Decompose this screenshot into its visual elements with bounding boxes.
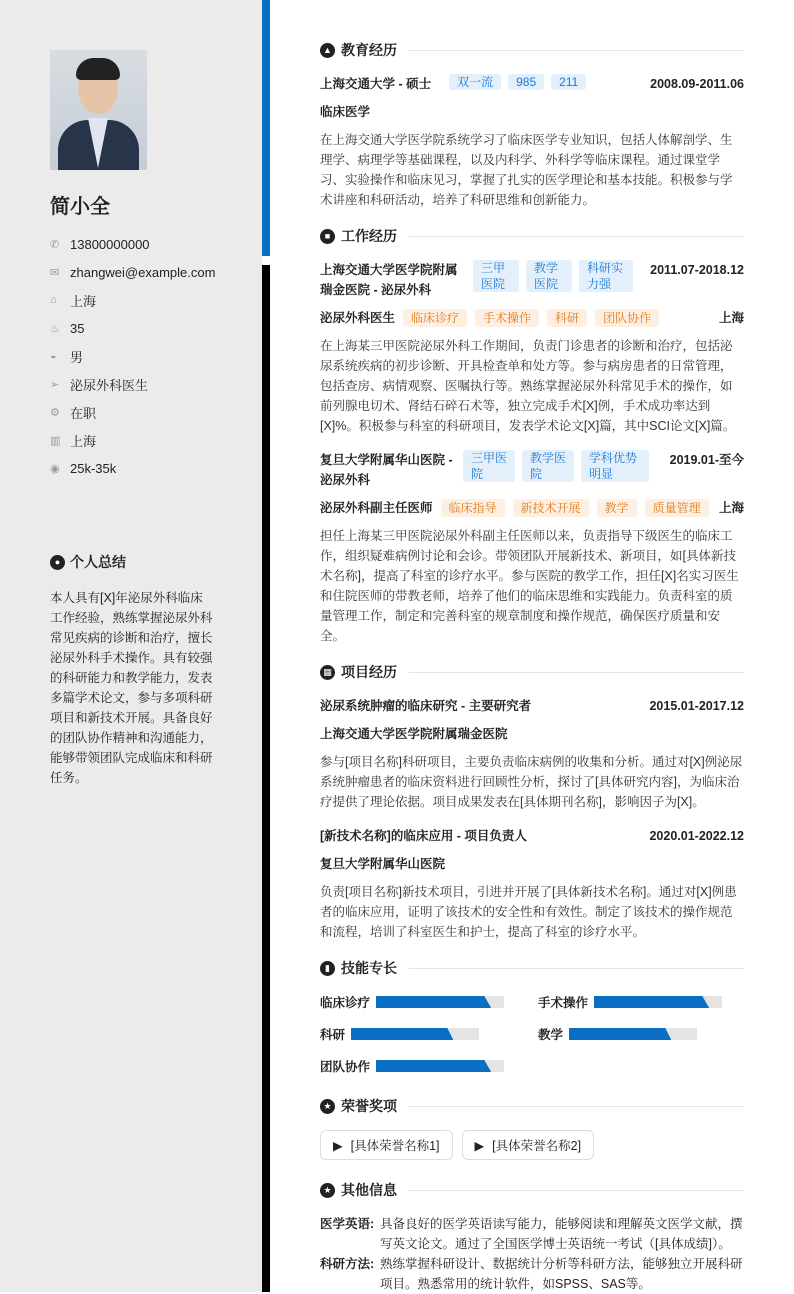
email: zhangwei@example.com — [70, 264, 216, 280]
projects-heading — [320, 660, 744, 684]
education-heading — [320, 38, 744, 62]
tag: 学科优势明显 — [581, 450, 649, 482]
work-entry — [320, 450, 744, 646]
grid-icon: ▦ — [320, 665, 335, 680]
role: 泌尿外科副主任医师 — [320, 501, 433, 515]
skill-item — [538, 1024, 744, 1044]
section-title: 其他信息 — [341, 1182, 397, 1198]
skill-name: 临床诊疗 — [320, 996, 371, 1010]
bar-chart-icon: ▮ — [320, 961, 335, 976]
other-label: 科研方法: — [320, 1257, 375, 1271]
section-title: 工作经历 — [341, 228, 397, 244]
phone-icon: ✆ — [50, 238, 60, 251]
award-name: [具体荣誉名称1] — [350, 1139, 440, 1153]
description: 在上海交通大学医学院系统学习了临床医学专业知识，包括人体解剖学、生理学、病理学等基础课程，以及内科学、外科学等临床课程。通过课堂学习、实验操作和临床见习，掌握了扎实的医学理论和基本技能。积极参与学术讲座和科研活动，培养了科研思维和创新能力。 — [320, 133, 733, 207]
home-icon: ⌂ — [50, 294, 57, 306]
skill-name: 科研 — [320, 1028, 346, 1042]
org: 上海交通大学医学院附属瑞金医院 - 泌尿外科 — [320, 263, 458, 297]
gender-icon: ◒ — [50, 350, 57, 362]
section-title: 荣誉奖项 — [341, 1098, 397, 1114]
awards-heading — [320, 1094, 744, 1118]
tag: 教学医院 — [522, 450, 574, 482]
summary-heading — [50, 552, 126, 572]
info-icon: ★ — [320, 1183, 335, 1198]
job-status: 在职 — [70, 405, 97, 421]
section-title: 教育经历 — [341, 42, 397, 58]
accent-stripe — [262, 0, 270, 256]
other-text: 具备良好的医学英语读写能力，能够阅读和理解英文医学文献，撰写英文论文。通过了全国医学博士英语统一考试（[具体成绩]）。 — [380, 1217, 743, 1251]
skill-tag: 质量管理 — [645, 499, 709, 517]
summary-text: 本人具有[X]年泌尿外科临床工作经验，熟练掌握泌尿外科常见疾病的诊断和治疗，擅长泌尿外科手术操作。具有较强的科研能力和教学能力，发表多篇学术论文，参与多项科研项目和新技术开展。具备良好的团队协作精神和沟通能力，能够带领团队完成临床和科研任务。 — [50, 591, 213, 785]
main-content — [320, 38, 744, 1294]
section-title: 技能专长 — [341, 960, 397, 976]
location: 上海 — [70, 293, 97, 309]
summary-title: 个人总结 — [70, 554, 126, 570]
description: 在上海某三甲医院泌尿外科工作期间，负责门诊患者的诊断和治疗，包括泌尿系统疾病的初步诊断、开具检查单和处方等。参与病房患者的日常管理，包括查房、病情观察、医嘱执行等。熟练掌握泌尿外科常见手术的操作，如前列腺电切术、肾结石碎石术等，独立完成手术[X]例，手术成功率达到[X]%。积极参与科室的科研项目，发表学术论文[X]篇，其中SCI论文[X]篇。 — [320, 339, 736, 433]
tag: 985 — [508, 74, 544, 90]
graduation-cap-icon: ▲ — [320, 43, 335, 58]
divider-stripe — [262, 265, 270, 1292]
project-name: [新技术名称]的临床应用 - 项目负责人 — [320, 829, 527, 843]
other-heading — [320, 1178, 744, 1202]
skill-item — [320, 1024, 538, 1044]
project-entry — [320, 696, 744, 812]
role: 泌尿外科医生 — [320, 311, 396, 325]
mail-icon: ✉ — [50, 266, 60, 279]
profile-info — [50, 230, 215, 482]
skill-bar — [351, 1028, 479, 1040]
skill-bar-fill — [376, 1060, 491, 1072]
description: 负责[项目名称]新技术项目，引进并开展了[具体新技术名称]。通过对[X]例患者的临床应用，证明了该技术的安全性和有效性。制定了该技术的操作规范和流程，培训了科室医生和护士，提高了科室的诊疗水平。 — [320, 885, 737, 939]
other-label: 医学英语: — [320, 1217, 375, 1231]
date: 2011.07-2018.12 — [650, 263, 744, 277]
building-icon: ▥ — [50, 434, 61, 447]
skill-bar — [376, 1060, 504, 1072]
tag: 211 — [551, 74, 586, 90]
cake-icon: ♨ — [50, 322, 60, 335]
date: 2020.01-2022.12 — [649, 829, 744, 843]
skill-bar-fill — [376, 996, 491, 1008]
other-text: 熟练掌握科研设计、数据统计分析等科研方法，能够独立开展科研项目。熟悉常用的统计软件，如SPSS、SAS等。 — [380, 1257, 743, 1291]
skill-tag: 临床诊疗 — [403, 309, 467, 327]
section-title: 项目经历 — [341, 664, 397, 680]
gender: 男 — [70, 349, 84, 365]
date: 2008.09-2011.06 — [650, 77, 744, 91]
profile-name: 简小全 — [50, 196, 110, 218]
description: 担任上海某三甲医院泌尿外科副主任医师以来，负责指导下级医生的临床工作，组织疑难病例讨论和会诊。带领团队开展新技术、新项目，如[具体新技术名称]，提高了科室的诊疗水平。参与医院的教学工作，担任[X]名实习医生和住院医师的带教老师，培养了他们的临床思维和实践能力。负责科室的质量管理工作，制定和完善科室的规章制度和操作规范，确保医疗质量和安全。 — [320, 529, 739, 643]
school: 上海交通大学 - 硕士 — [320, 77, 432, 91]
skills-list — [320, 992, 744, 1076]
skill-tag: 新技术开展 — [513, 499, 589, 517]
briefcase-icon: ■ — [320, 229, 335, 244]
target-city: 上海 — [70, 433, 97, 449]
skill-name: 团队协作 — [320, 1060, 371, 1074]
date: 2015.01-2017.12 — [649, 699, 744, 713]
award-item[interactable] — [462, 1130, 595, 1160]
skill-tag: 教学 — [597, 499, 637, 517]
skill-name: 教学 — [538, 1028, 564, 1042]
skill-bar-fill — [594, 996, 709, 1008]
project-name: 泌尿系统肿瘤的临床研究 - 主要研究者 — [320, 699, 532, 713]
other-item — [320, 1254, 744, 1294]
skill-name: 手术操作 — [538, 996, 589, 1010]
award-icon: ★ — [320, 1099, 335, 1114]
tag: 三甲医院 — [463, 450, 515, 482]
skill-bar — [376, 996, 504, 1008]
skill-bar — [594, 996, 722, 1008]
work-entry — [320, 260, 744, 436]
skill-item — [538, 992, 744, 1012]
tag: 教学医院 — [526, 260, 572, 292]
tag: 双一流 — [449, 74, 501, 90]
award-name: [具体荣誉名称2] — [492, 1139, 582, 1153]
send-icon: ➢ — [50, 378, 60, 391]
work-heading — [320, 224, 744, 248]
job-title: 泌尿外科医生 — [70, 377, 149, 393]
skill-bar-fill — [351, 1028, 453, 1040]
skill-tag: 临床指导 — [441, 499, 505, 517]
skill-tag: 团队协作 — [595, 309, 659, 327]
skill-bar — [569, 1028, 697, 1040]
org: 复旦大学附属华山医院 - 泌尿外科 — [320, 453, 453, 487]
salary: 25k-35k — [70, 460, 117, 476]
avatar — [50, 50, 147, 170]
org: 复旦大学附属华山医院 — [320, 857, 446, 871]
other-item — [320, 1214, 744, 1254]
major: 临床医学 — [320, 105, 371, 119]
skill-tag: 手术操作 — [475, 309, 539, 327]
org: 上海交通大学医学院附属瑞金医院 — [320, 727, 508, 741]
tag: 科研实力强 — [579, 260, 633, 292]
play-icon: ▶ — [333, 1138, 343, 1153]
city: 上海 — [718, 501, 744, 515]
awards-list — [320, 1130, 744, 1160]
status-icon: ⚙ — [50, 406, 60, 419]
date: 2019.01-至今 — [669, 453, 744, 467]
age: 35 — [70, 320, 85, 336]
user-icon: ● — [50, 555, 65, 570]
description: 参与[项目名称]科研项目，主要负责临床病例的收集和分析。通过对[X]例泌尿系统肿瘤患者的临床资料进行回顾性分析，探讨了[具体研究内容]，为临床治疗提供了理论依据。项目成果发表在[具体期刊名称]，影响因子为[X]。 — [320, 755, 743, 809]
award-item[interactable] — [320, 1130, 453, 1160]
skill-bar-fill — [569, 1028, 671, 1040]
education-entry — [320, 74, 744, 210]
skill-tag: 科研 — [547, 309, 587, 327]
phone: 13800000000 — [70, 236, 150, 252]
city: 上海 — [718, 311, 744, 325]
project-entry — [320, 826, 744, 942]
skill-item — [320, 992, 538, 1012]
salary-icon: ◉ — [50, 462, 60, 475]
tag: 三甲医院 — [473, 260, 519, 292]
play-icon: ▶ — [474, 1138, 485, 1153]
skills-heading — [320, 956, 744, 980]
skill-item — [320, 1056, 538, 1076]
